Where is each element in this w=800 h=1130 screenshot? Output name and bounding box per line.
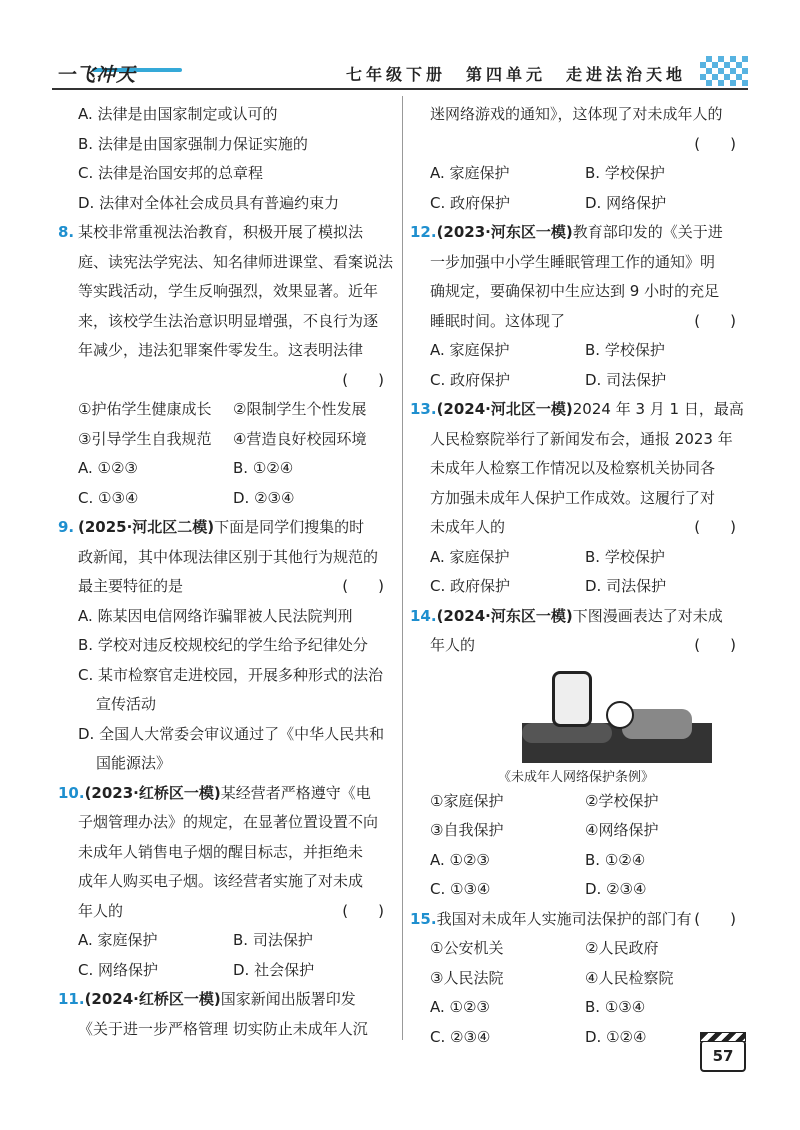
question-text: 睡眠时间。这体现了 xyxy=(430,311,566,330)
brand-logo: 一飞冲天 xyxy=(56,64,137,86)
question-9 xyxy=(58,513,390,779)
option-a: A. ①②③ xyxy=(78,459,138,477)
question-source: (2025·河北区二模) xyxy=(78,518,215,536)
option-a: A. ①②③ xyxy=(430,998,490,1016)
answer-blank[interactable]: ( ) xyxy=(342,901,384,920)
question-text: 下面是同学们搜集的时 xyxy=(214,518,365,536)
statement-4: ④营造良好校园环境 xyxy=(233,429,367,448)
question-10 xyxy=(58,779,390,986)
option-a: A. 家庭保护 xyxy=(78,931,158,949)
statement-1: ①护佑学生健康成长 xyxy=(78,400,212,418)
option-c: C. 政府保护 xyxy=(430,193,511,212)
option-d: D. 司法保护 xyxy=(585,577,667,595)
option-c: C. 某市检察官走进校园，开展多种形式的法治 xyxy=(78,665,384,684)
question-text: 庭、读宪法学宪法、知名律师进课堂、看案说法 xyxy=(78,252,394,271)
question-15 xyxy=(410,905,742,1053)
option-a: A. 家庭保护 xyxy=(430,164,510,182)
header-title: 七年级下册 第四单元 走进法治天地 xyxy=(345,65,686,84)
right-column xyxy=(410,100,742,1052)
option-b: B. 学校保护 xyxy=(585,164,665,182)
option-d: D. ②③④ xyxy=(585,880,647,898)
question-text: 成年人购买电子烟。该经营者实施了对未成 xyxy=(78,872,364,890)
question-text: 下图漫画表达了对未成 xyxy=(572,606,723,625)
question-text: 《关于进一步严格管理 切实防止未成年人沉 xyxy=(78,1019,368,1038)
option-a: A. 陈某因电信网络诈骗罪被人民法院判刑 xyxy=(78,606,353,625)
question-text: 年人的 xyxy=(78,901,124,920)
option-b: B. 司法保护 xyxy=(233,931,313,949)
statement-3: ③自我保护 xyxy=(430,821,504,839)
option-c: C. 政府保护 xyxy=(430,370,511,389)
answer-blank[interactable]: ( ) xyxy=(342,370,384,389)
question-number: 11. xyxy=(58,990,85,1008)
statement-1: ①公安机关 xyxy=(430,939,504,957)
question-text: 政新闻，其中体现法律区别于其他行为规范的 xyxy=(78,547,379,566)
option-c: C. 政府保护 xyxy=(430,577,511,595)
question-8 xyxy=(58,218,394,513)
option-a: A. ①②③ xyxy=(430,850,490,869)
cartoon-caption: 《未成年人网络保护条例》 xyxy=(497,769,654,785)
question-text: 年减少，违法犯罪案件零发生。这表明法律 xyxy=(78,341,364,359)
question-source: (2023·河东区一模) xyxy=(436,223,573,241)
question-text: 一步加强中小学生睡眠管理工作的通知》明 xyxy=(430,252,716,271)
page-number: 57 xyxy=(700,1040,746,1072)
option-b: B. 法律是由国家强制力保证实施的 xyxy=(78,134,308,153)
option-b: B. 学校对违反校规校纪的学生给予纪律处分 xyxy=(78,636,368,654)
option-c: C. ①③④ xyxy=(78,488,139,507)
statement-2: ②学校保护 xyxy=(585,791,659,810)
question-text: 某校非常重视法治教育，积极开展了模拟法 xyxy=(78,223,364,241)
question-text: 某经营者严格遵守《电 xyxy=(220,783,371,802)
question-text: 确规定，要确保初中生应达到 9 小时的充足 xyxy=(430,282,720,300)
question-11-start xyxy=(58,985,390,1044)
left-column xyxy=(58,100,394,1044)
question-text: 未成年人的 xyxy=(430,518,506,536)
page-header xyxy=(52,56,748,90)
option-c-cont: 宣传活动 xyxy=(96,695,157,713)
option-b: B. ①②④ xyxy=(585,850,646,869)
cartoon-illustration xyxy=(522,671,712,763)
statement-2: ②人民政府 xyxy=(585,939,659,957)
question-source: (2024·红桥区一模) xyxy=(84,990,221,1008)
question-text: 方加强未成年人保护工作成效。这履行了对 xyxy=(430,488,716,507)
question-14 xyxy=(410,602,742,905)
answer-blank[interactable]: ( ) xyxy=(694,518,736,536)
option-c: C. 法律是治国安邦的总章程 xyxy=(78,164,264,182)
question-number: 9. xyxy=(58,518,75,536)
option-a: A. 法律是由国家制定或认可的 xyxy=(78,105,278,123)
question-number: 13. xyxy=(410,400,437,418)
option-b: B. 学校保护 xyxy=(585,547,665,566)
option-d-cont: 国能源法》 xyxy=(96,754,172,772)
question-source: (2024·河北区一模) xyxy=(436,400,573,418)
option-b: B. 学校保护 xyxy=(585,341,665,359)
question-text: 等实践活动，学生反响强烈，效果显著。近年 xyxy=(78,282,379,300)
checkered-flag-icon xyxy=(700,56,748,86)
child-figure-icon xyxy=(606,701,634,729)
question-number: 14. xyxy=(410,606,437,625)
option-d: D. ②③④ xyxy=(233,488,295,507)
option-c: C. 网络保护 xyxy=(78,960,159,979)
statement-1: ①家庭保护 xyxy=(430,791,504,810)
question-7-options xyxy=(58,100,390,218)
column-divider xyxy=(402,96,403,1040)
answer-blank[interactable]: ( ) xyxy=(694,311,736,330)
statement-4: ④人民检察院 xyxy=(585,968,674,987)
question-number: 8. xyxy=(58,223,75,241)
option-b: B. ①③④ xyxy=(585,998,646,1016)
question-text: 国家新闻出版署印发 xyxy=(220,990,356,1008)
question-text: 最主要特征的是 xyxy=(78,577,184,595)
statement-2: ②限制学生个性发展 xyxy=(233,400,367,418)
option-c: C. ①③④ xyxy=(430,880,491,898)
question-text: 未成年人销售电子烟的醒目标志，并拒绝未 xyxy=(78,842,364,861)
option-d: D. 网络保护 xyxy=(585,193,667,212)
question-text: 子烟管理办法》的规定，在显著位置设置不向 xyxy=(78,813,379,831)
question-12 xyxy=(410,218,742,395)
question-text: 2024 年 3 月 1 日，最高 xyxy=(572,400,744,418)
option-d: D. 全国人大常委会审议通过了《中华人民共和 xyxy=(78,724,385,743)
answer-blank[interactable]: ( ) xyxy=(694,636,736,654)
option-d: D. ①②④ xyxy=(585,1027,647,1046)
statement-3: ③引导学生自我规范 xyxy=(78,429,212,448)
answer-blank[interactable]: ( ) xyxy=(694,134,736,153)
question-text: 人民检察院举行了新闻发布会，通报 2023 年 xyxy=(430,429,733,448)
option-c: C. ②③④ xyxy=(430,1027,491,1046)
question-number: 15. xyxy=(410,909,437,928)
lock-icon xyxy=(552,671,592,727)
option-a: A. 家庭保护 xyxy=(430,341,510,359)
question-text: 迷网络游戏的通知》，这体现了对未成年人的 xyxy=(430,105,723,123)
option-d: D. 司法保护 xyxy=(585,370,667,389)
question-source: (2024·河东区一模) xyxy=(436,606,573,625)
statement-3: ③人民法院 xyxy=(430,968,504,987)
question-number: 10. xyxy=(58,783,85,802)
option-a: A. 家庭保护 xyxy=(430,547,510,566)
question-text: 我国对未成年人实施司法保护的部门有 xyxy=(436,909,692,928)
statement-4: ④网络保护 xyxy=(585,821,659,839)
answer-blank[interactable]: ( ) xyxy=(342,577,384,595)
header-rule xyxy=(52,88,748,90)
option-d: D. 社会保护 xyxy=(233,960,315,979)
question-text: 来，该校学生法治意识明显增强，不良行为逐 xyxy=(78,311,379,330)
option-d: D. 法律对全体社会成员具有普遍约束力 xyxy=(78,193,340,212)
question-13 xyxy=(410,395,742,602)
answer-blank[interactable]: ( ) xyxy=(694,909,736,928)
question-text: 教育部印发的《关于进 xyxy=(572,223,723,241)
question-text: 未成年人检察工作情况以及检察机关协同各 xyxy=(430,459,716,477)
question-11-cont xyxy=(410,100,742,218)
question-text: 年人的 xyxy=(430,636,476,654)
question-source: (2023·红桥区一模) xyxy=(84,783,221,802)
question-number: 12. xyxy=(410,223,437,241)
option-b: B. ①②④ xyxy=(233,459,294,477)
